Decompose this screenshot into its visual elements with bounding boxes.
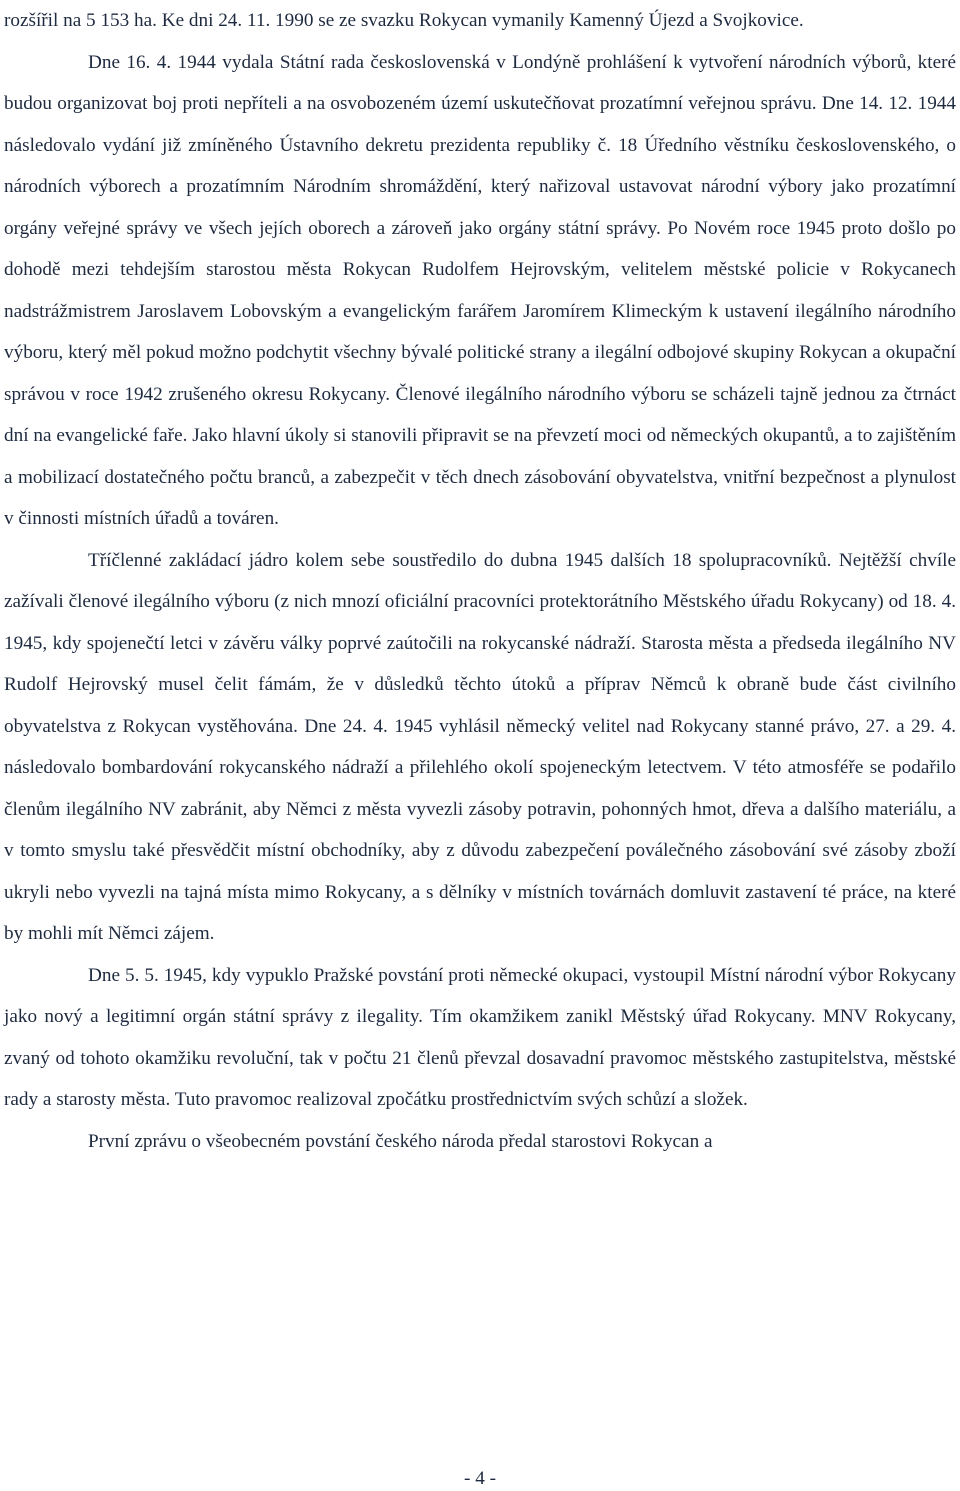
paragraph-illegal-committee: Tříčlenné zakládací jádro kolem sebe soustředilo do dubna 1945 dalších 18 spolupracovníků. Nejtěžší chvíle zažívali členové ilegálního výboru (z nich mnozí oficiální pracovníci protektorátního Městského úřadu Rokycany) od 18. 4. 1945, kdy spojenečtí letci v závěru války poprvé zaútočili na rokycanské nádraží. Starosta města a předseda ilegálního NV Rudolf Hejrovský musel čelit fámám, že v důsledků těchto útoků a příprav Němců k obraně bude část civilního obyvatelstva z Rokycan vystěhována. Dne 24. 4. 1945 vyhlásil německý velitel nad Rokycany stanné právo, 27. a 29. 4. následovalo bombardování rokycanského nádraží a přilehlého okolí spojeneckým letectvem. V této atmosféře se podařilo členům ilegálního NV zabránit, aby Němci z města vyvezli zásoby potravin, pohonných hmot, dřeva a dalšího materiálu, a v tomto smyslu také přesvědčit místní obchodníky, aby z důvodu zabezpečení poválečného zásobování své zásoby zboží ukryli nebo vyvezli na tajná místa mimo Rokycany, a s dělníky v místních továrnách domluvit zastavení té práce, na které by mohli mít Němci zájem. bbox=[4, 549, 956, 944]
paragraph-national-committees: Dne 16. 4. 1944 vydala Státní rada československá v Londýně prohlášení k vytvoření národních výborů, které budou organizovat boj proti nepříteli a na osvobozeném území uskutečňovat prozatímní veřejnou správu. Dne 14. 12. 1944 následovalo vydání již zmíněného Ústavního dekretu prezidenta republiky č. 18 Úředního věstníku československého, o národních výborech a prozatímním Národním shromáždění, který nařizoval ustavovat národní výbory jako prozatímní orgány veřejné správy ve všech jejích oborech a zároveň jako orgány státní správy. Po Novém roce 1945 proto došlo po dohodě mezi tehdejším starostou města Rokycan Rudolfem Hejrovským, velitelem městské policie v Rokycanech nadstrážmistrem Jaroslavem Lobovským a evangelickým farářem Jaromírem Klimeckým k ustavení ilegálního národního výboru, který měl pokud možno podchytit všechny bývalé politické strany a ilegální odbojové skupiny Rokycan a okupační správou v roce 1942 zrušeného okresu Rokycany. Členové ilegálního národního výboru se scházeli tajně jednou za čtrnáct dní na evangelické faře. Jako hlavní úkoly si stanovili připravit se na převzetí moci od německých okupantů, a to zajištěním a mobilizací dostatečného počtu branců, a zabezpečit v těch dnech zásobování obyvatelstva, vnitřní bezpečnost a plynulost v činnosti místních úřadů a továren. bbox=[4, 51, 956, 529]
document-page bbox=[4, 0, 956, 1162]
page-number: - 4 - bbox=[464, 1468, 496, 1489]
paragraph-prague-uprising: Dne 5. 5. 1945, kdy vypuklo Pražské povstání proti německé okupaci, vystoupil Místní národní výbor Rokycany jako nový a legitimní orgán státní správy z ilegality. Tím okamžikem zanikl Městský úřad Rokycany. MNV Rokycany, zvaný od tohoto okamžiku revoluční, tak v počtu 21 členů převzal dosavadní pravomoc městského zastupitelstva, městské rady a starosty města. Tuto pravomoc realizoval zpočátku prostřednictvím svých schůzí a složek. bbox=[4, 964, 956, 1110]
paragraph-first-report: První zprávu o všeobecném povstání českého národa předal starostovi Rokycan a bbox=[88, 1130, 713, 1152]
paragraph-intro-continuation: rozšířil na 5 153 ha. Ke dni 24. 11. 1990 se ze svazku Rokycan vymanily Kamenný Újezd a Svojkovice. bbox=[4, 10, 804, 31]
